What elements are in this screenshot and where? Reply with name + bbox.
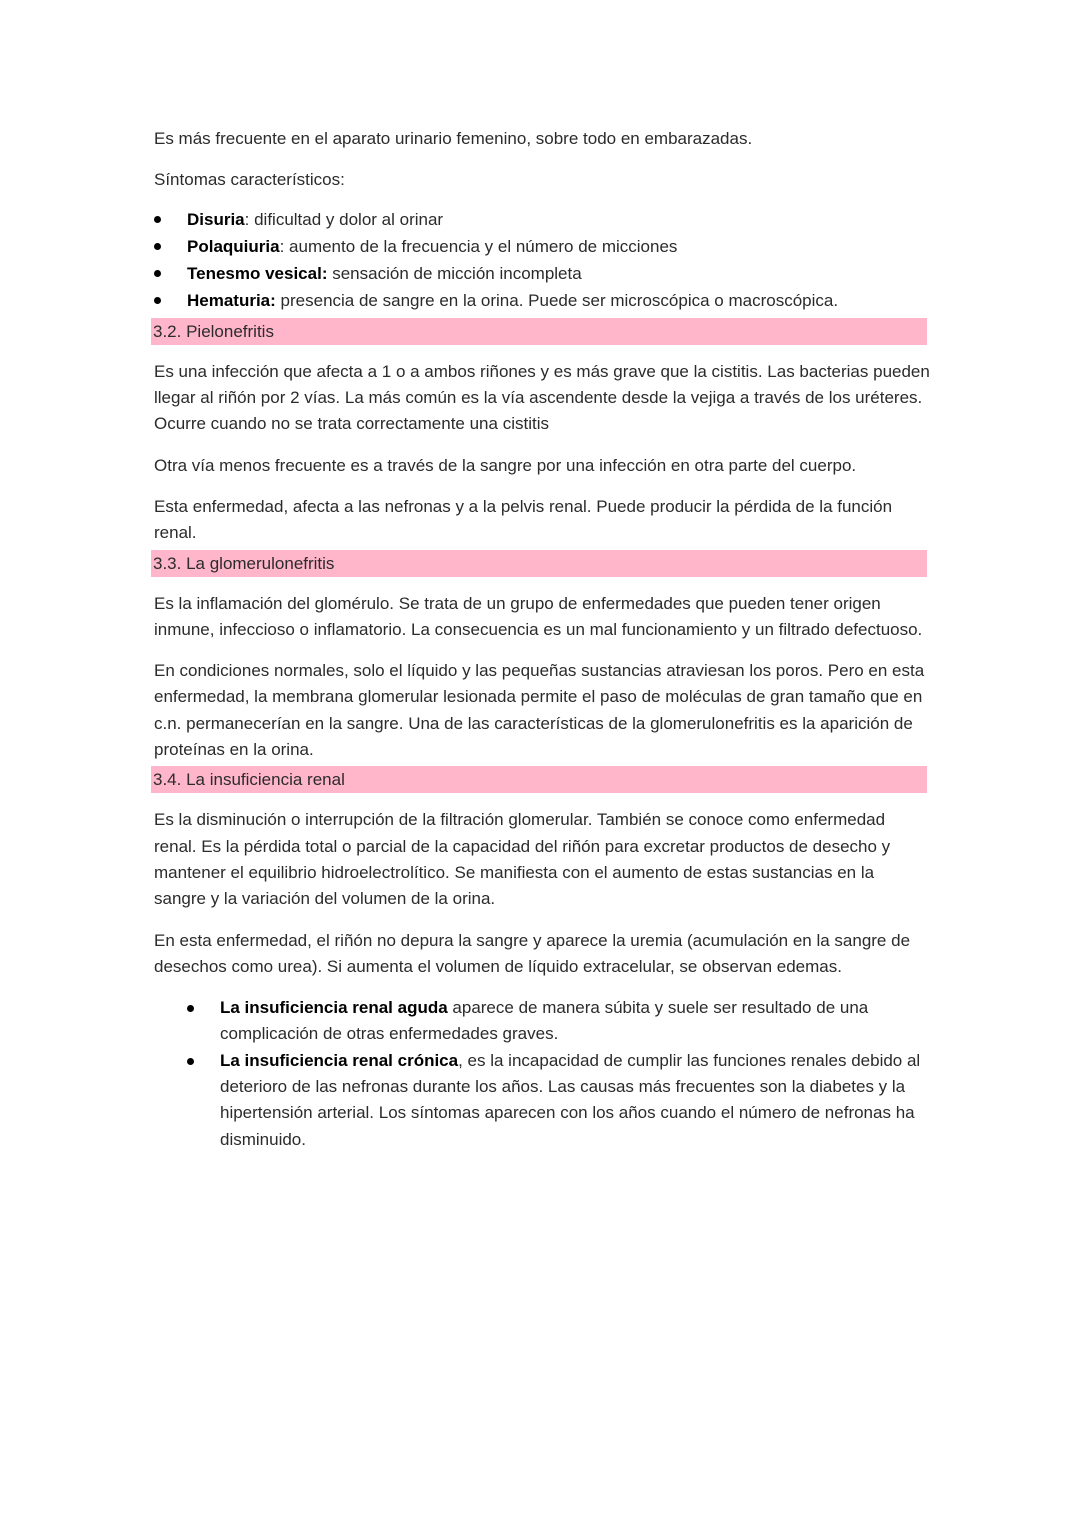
paragraph: Es la inflamación del glomérulo. Se trata de un grupo de enfermedades que pueden tener origen inmune, infeccioso o inflamatorio. La consecuencia es un mal funcionamiento y un filtrado defectuoso. [154,593,923,639]
paragraph: Otra vía menos frecuente es a través de la sangre por una infección en otra parte del cuerpo. [154,455,857,475]
list-item [154,260,930,287]
list-item [154,233,930,260]
paragraph: En esta enfermedad, el riñón no depura la sangre y aparece la uremia (acumulación en la sangre de desechos como urea). Si aumenta el volumen de líquido extracelular, se observan edemas. [154,930,911,976]
bullet-icon [154,243,161,250]
definition: , es la incapacidad de cumplir las funciones renales debido al deterioro de las nefronas durante los años. Las causas más frecuentes son la diabetes y la hipertensión arterial. Los síntomas aparecen con los años cuando el número de nefronas ha disminuido. [220,1050,921,1149]
symptoms-list [154,206,930,315]
list-item [187,995,930,1048]
bullet-icon [187,1005,194,1012]
term: Disuria [187,209,245,229]
bullet-icon [154,216,161,223]
definition: presencia de sangre en la orina. Puede ser microscópica o macroscópica. [280,291,839,311]
paragraph: Es la disminución o interrupción de la filtración glomerular. También se conoce como enfermedad renal. Es la pérdida total o parcial de la capacidad del riñón para excretar productos de desecho y mantener el equilibrio hidroelectrolítico. Se manifiesta con el aumento de estas sustancias en la sangre y la variación del volumen de la orina. [154,810,891,909]
separator: : [279,236,290,256]
paragraph: Esta enfermedad, afecta a las nefronas y a la pelvis renal. Puede producir la pérdida de la función renal. [154,496,893,543]
separator: : [244,209,255,229]
term: Hematuria: [187,291,276,311]
bullet-icon [154,297,161,304]
paragraph: Es una infección que afecta a 1 o a ambos riñones y es más grave que la cistitis. Las bacterias pueden llegar al riñón por 2 vías. La más común es la vía ascendente desde la vejiga a través de los uréteres. Ocurre cuando no se trata correctamente una cistitis [154,361,930,434]
section-heading-glomerulonefritis: 3.3. La glomerulonefritis [151,550,927,577]
intro-paragraph: Es más frecuente en el aparato urinario femenino, sobre todo en embarazadas. [154,129,753,148]
term: La insuficiencia renal crónica [220,1050,459,1070]
definition: aumento de la frecuencia y el número de micciones [289,236,678,256]
definition: sensación de micción incompleta [332,264,582,284]
section-heading-insuficiencia-renal: 3.4. La insuficiencia renal [151,766,927,793]
bullet-icon [187,1058,194,1065]
list-item [154,206,930,233]
definition: dificultad y dolor al orinar [254,209,444,229]
term: Tenesmo vesical: [187,264,328,284]
paragraph: En condiciones normales, solo el líquido y las pequeñas sustancias atraviesan los poros. Pero en esta enfermedad, la membrana glomerular lesionada permite el paso de moléculas de gran tamaño que en c.n. permanecerían en la sangre. Una de las características de la glomerulonefritis es la aparición de proteínas en la orina. [154,661,925,760]
term: Polaquiuria [187,236,280,256]
insuficiencia-list [154,995,930,1153]
document-page [154,126,930,1153]
list-item [187,1048,930,1153]
term: La insuficiencia renal aguda [220,998,448,1018]
definition: aparece de manera súbita y suele ser resultado de una complicación de otras enfermedades graves. [220,998,869,1044]
symptoms-intro: Síntomas característicos: [154,170,345,190]
section-heading-pielonefritis: 3.2. Pielonefritis [151,318,927,345]
bullet-icon [154,270,161,277]
list-item [154,287,930,314]
